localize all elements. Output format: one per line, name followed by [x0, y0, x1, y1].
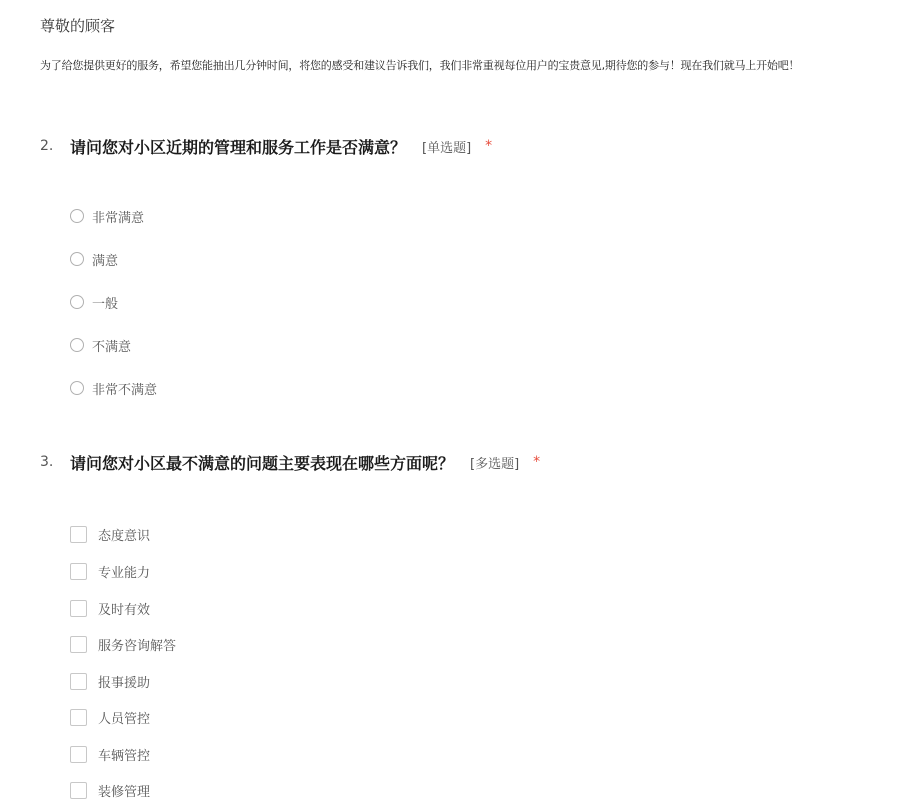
option-label[interactable]: 不满意: [92, 339, 132, 355]
option-label[interactable]: 及时有效: [98, 602, 151, 618]
radio-button[interactable]: [70, 381, 84, 395]
checkbox[interactable]: [70, 563, 87, 580]
option-label[interactable]: 非常满意: [92, 210, 145, 226]
radio-option[interactable]: [70, 378, 157, 398]
question-type-label: [单选题]: [422, 140, 472, 156]
radio-button[interactable]: [70, 209, 84, 223]
checkbox[interactable]: [70, 673, 87, 690]
option-label[interactable]: 一般: [92, 296, 119, 312]
question-title: 请问您对小区最不满意的问题主要表现在哪些方面呢？: [70, 453, 455, 473]
checkbox-option[interactable]: [70, 561, 150, 581]
checkbox-option[interactable]: [70, 780, 150, 800]
required-mark: *: [533, 454, 541, 470]
option-label[interactable]: 态度意识: [98, 528, 151, 544]
question-number: 3.: [40, 454, 54, 470]
option-label[interactable]: 人员管控: [98, 711, 151, 727]
radio-option[interactable]: [70, 206, 144, 226]
question-title: 请问您对小区近期的管理和服务工作是否满意？: [70, 137, 407, 157]
radio-option[interactable]: [70, 292, 118, 312]
checkbox-option[interactable]: [70, 707, 150, 727]
question-number: 2.: [40, 138, 54, 154]
checkbox[interactable]: [70, 782, 87, 799]
radio-option[interactable]: [70, 335, 131, 355]
option-label[interactable]: 非常不满意: [92, 382, 158, 398]
greeting: 尊敬的顾客: [40, 17, 116, 35]
radio-button[interactable]: [70, 252, 84, 266]
option-label[interactable]: 车辆管控: [98, 748, 151, 764]
required-mark: *: [485, 138, 493, 154]
question-3-header: [40, 451, 540, 473]
option-label[interactable]: 报事援助: [98, 675, 151, 691]
checkbox[interactable]: [70, 709, 87, 726]
checkbox[interactable]: [70, 600, 87, 617]
checkbox-option[interactable]: [70, 524, 150, 544]
option-label[interactable]: 满意: [92, 253, 119, 269]
checkbox-option[interactable]: [70, 598, 150, 618]
checkbox-option[interactable]: [70, 744, 150, 764]
option-label[interactable]: 专业能力: [98, 565, 151, 581]
radio-button[interactable]: [70, 338, 84, 352]
option-label[interactable]: 服务咨询解答: [98, 638, 177, 654]
radio-option[interactable]: [70, 249, 118, 269]
question-type-label: [多选题]: [470, 456, 520, 472]
checkbox[interactable]: [70, 636, 87, 653]
checkbox-option[interactable]: [70, 671, 150, 691]
checkbox[interactable]: [70, 526, 87, 543]
option-label[interactable]: 装修管理: [98, 784, 151, 800]
intro-text: 为了给您提供更好的服务，希望您能抽出几分钟时间，将您的感受和建议告诉我们，我们非常重视每位用户的宝贵意见,期待您的参与！现在我们就马上开始吧！: [40, 59, 800, 72]
radio-button[interactable]: [70, 295, 84, 309]
checkbox[interactable]: [70, 746, 87, 763]
question-2-header: [40, 135, 492, 157]
checkbox-option[interactable]: [70, 634, 176, 654]
